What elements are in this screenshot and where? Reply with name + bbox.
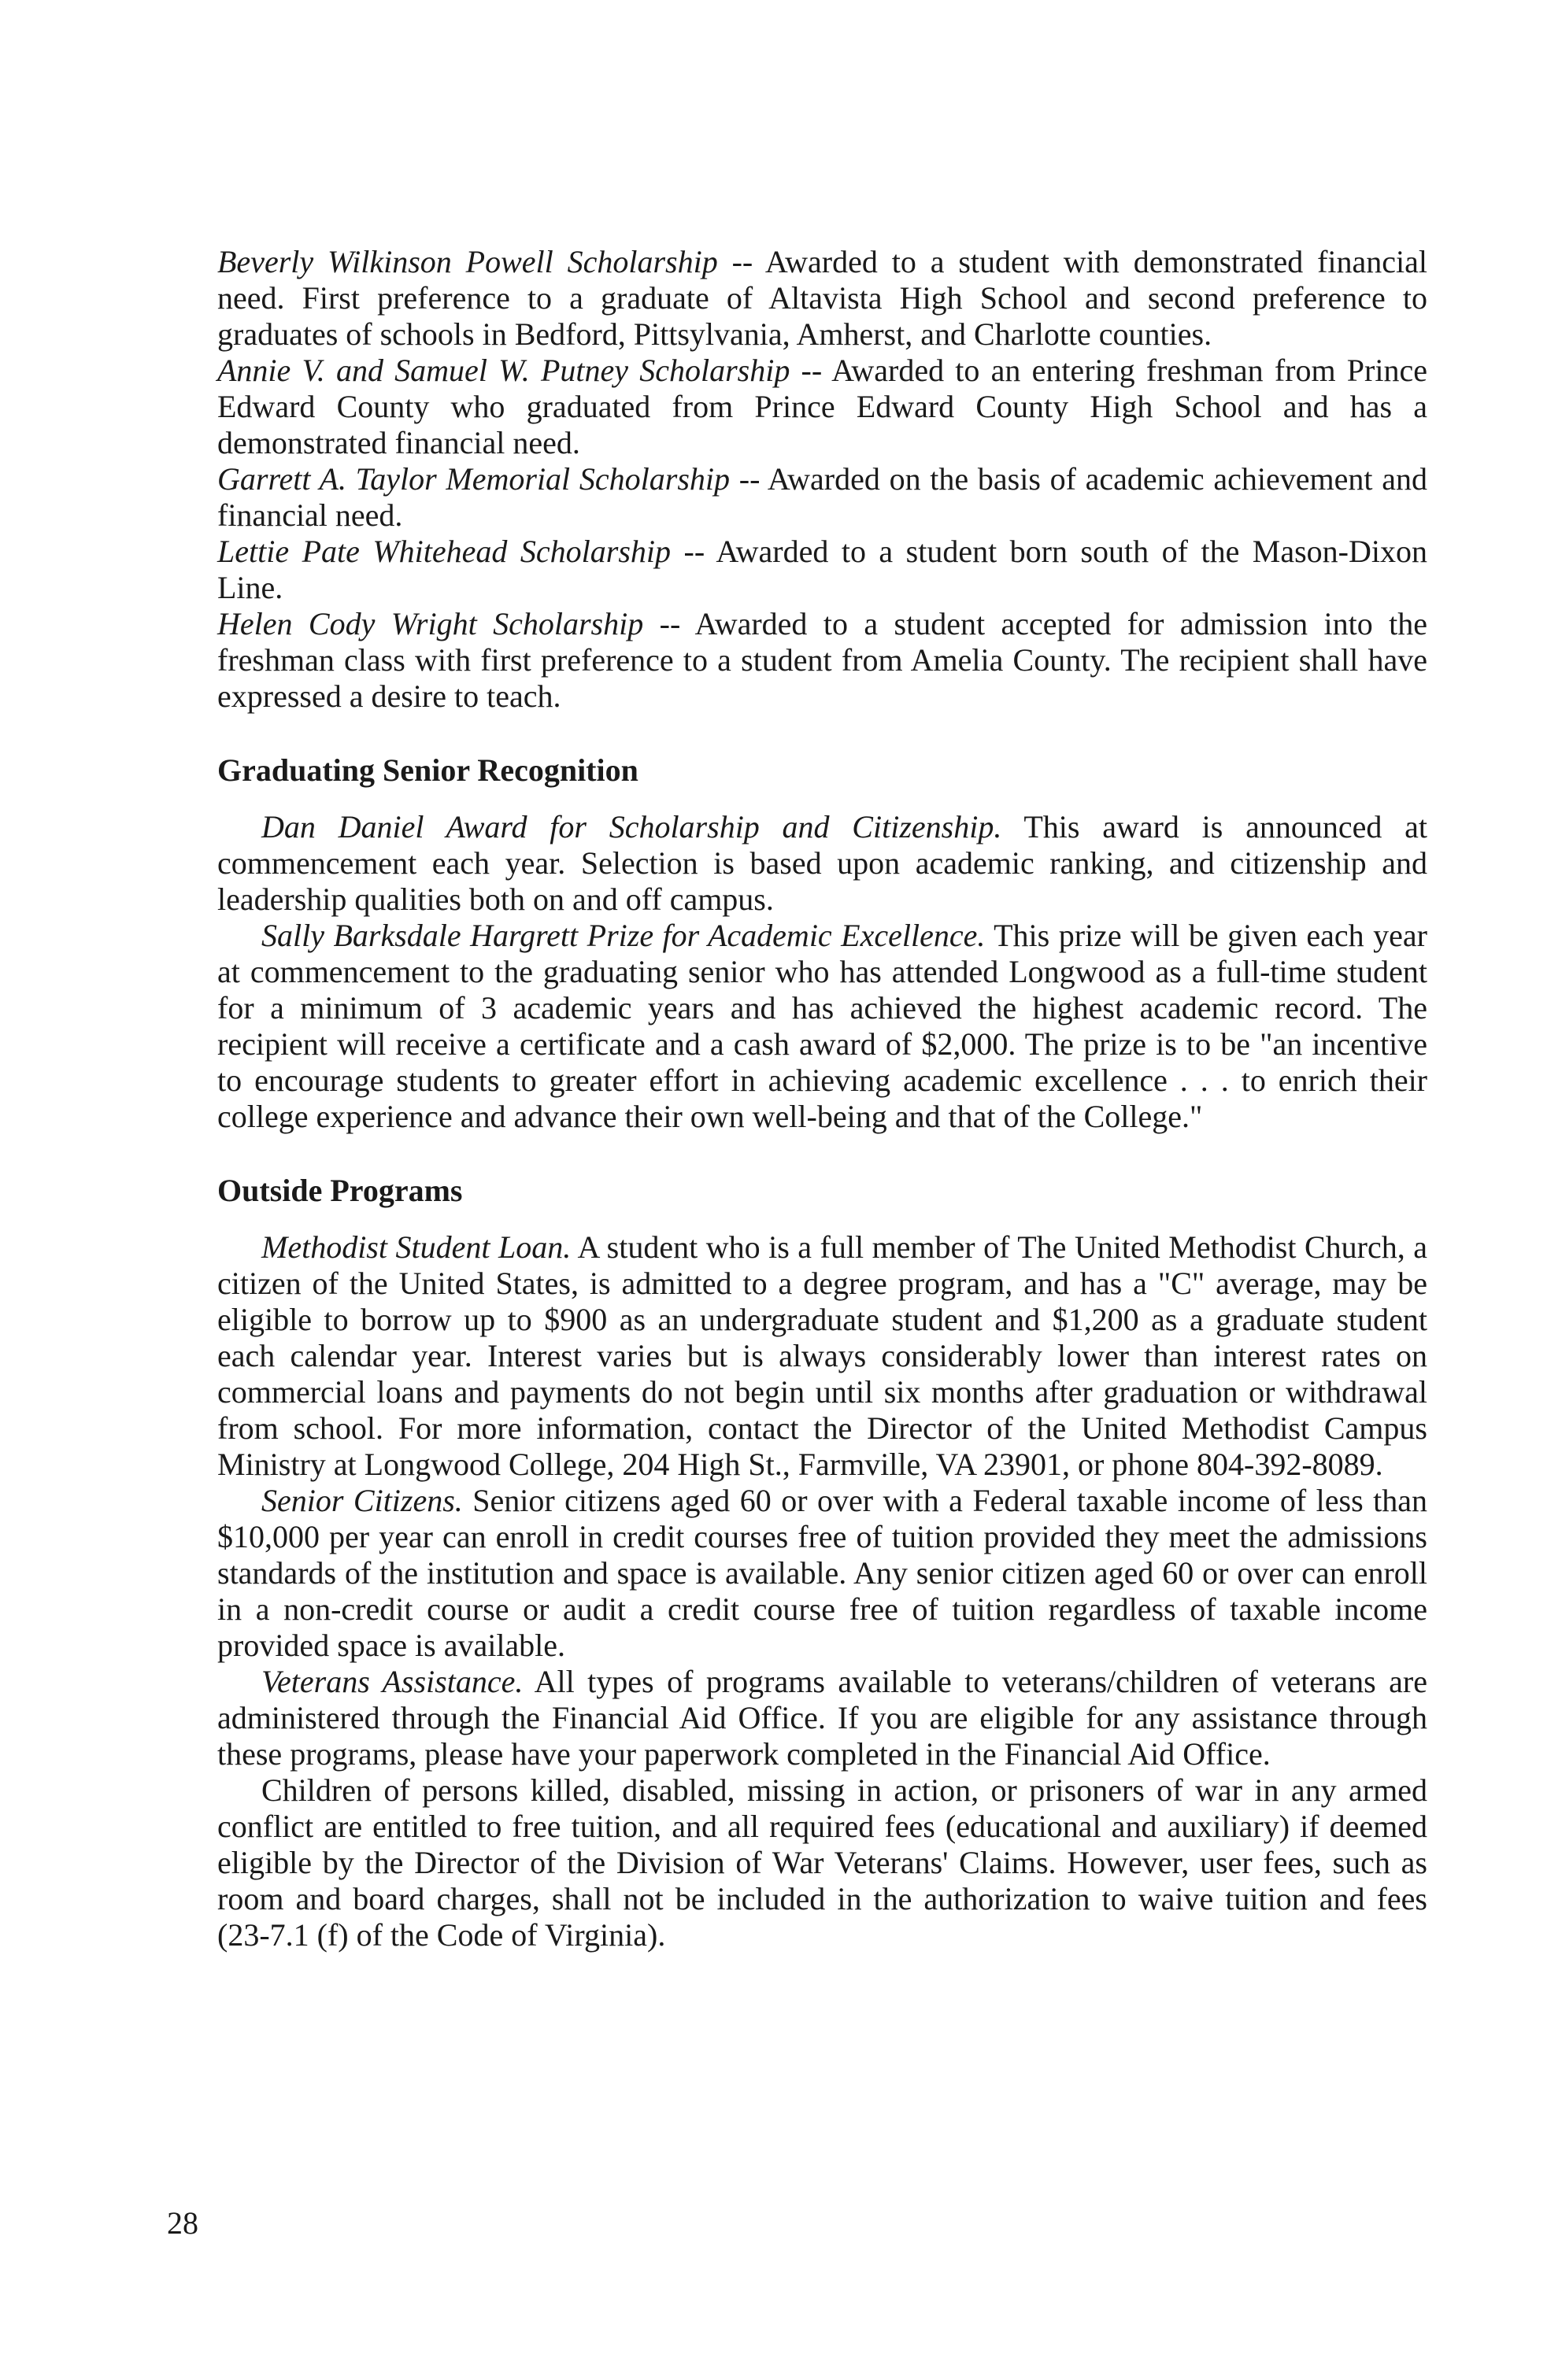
award-entry bbox=[217, 809, 1427, 918]
award-entry bbox=[217, 918, 1427, 1135]
scholarship-title: Lettie Pate Whitehead Scholarship bbox=[217, 534, 672, 569]
scholarship-entry bbox=[217, 534, 1427, 606]
section-heading-outside: Outside Programs bbox=[217, 1173, 463, 1208]
scholarship-description: -- Awarded to a student with demonstrated financial need. First preference to a graduate of Altavista High School and second preference to graduates of schools in Bedford, Pittsylvania, Amherst, and Charlotte counties. bbox=[217, 244, 1428, 352]
program-entry bbox=[217, 1664, 1427, 1772]
program-title: Methodist Student Loan. bbox=[261, 1229, 572, 1265]
scholarship-description: -- Awarded on the basis of academic achievement and financial need. bbox=[217, 461, 1427, 533]
program-description: A student who is a full member of The United Methodist Church, a citizen of the United States, is admitted to a degree program, and has a "C" average, may be eligible to borrow up to $900 as an undergraduate student and $1,200 as a graduate student each calendar year. Interest varies but is always considerably lower than interest rates on commercial loans and payments do not begin until six months after graduation or withdrawal from school. For more information, contact the Director of the United Methodist Campus Ministry at Longwood College, 204 High St., Farmville, VA 23901, or phone 804-392-8089. bbox=[217, 1229, 1427, 1482]
scholarship-description: -- Awarded to a student born south of the Mason-Dixon Line. bbox=[217, 534, 1428, 605]
scholarship-entry bbox=[217, 606, 1427, 715]
program-entry bbox=[217, 1229, 1427, 1483]
scholarship-title: Garrett A. Taylor Memorial Scholarship bbox=[217, 461, 731, 497]
award-description: This award is announced at commencement each year. Selection is based upon academic ranking, and citizenship and leadership qualities both on and off campus. bbox=[217, 809, 1427, 917]
section-spacer bbox=[217, 715, 1427, 752]
closing-paragraph: Children of persons killed, disabled, missing in action, or prisoners of war in any armed conflict are entitled to free tuition, and all required fees (educational and auxiliary) if deemed eligible by the Director of the Division of War Veterans' Claims. However, user fees, such as room and board charges, shall not be included in the authorization to waive tuition and fees (23-7.1 (f) of the Code of Virginia). bbox=[217, 1772, 1427, 1953]
page-number: 28 bbox=[167, 2205, 198, 2241]
program-description: All types of programs available to veterans/children of veterans are administered through the Financial Aid Office. If you are eligible for any assistance through these programs, please have your paperwork completed in the Financial Aid Office. bbox=[217, 1664, 1427, 1772]
program-description: Senior citizens aged 60 or over with a Federal taxable income of less than $10,000 per year can enroll in credit courses free of tuition provided they meet the admissions standards of the institution and space is available. Any senior citizen aged 60 or over can enroll in a non-credit course or audit a credit course free of tuition regardless of taxable income provided space is available. bbox=[217, 1483, 1427, 1663]
scholarship-title: Annie V. and Samuel W. Putney Scholarship bbox=[217, 353, 790, 388]
scholarship-title: Beverly Wilkinson Powell Scholarship bbox=[217, 244, 718, 279]
scholarship-entry bbox=[217, 244, 1427, 353]
heading-spacer bbox=[217, 789, 1427, 809]
award-description: This prize will be given each year at commencement to the graduating senior who has attended Longwood as a full-time student for a minimum of 3 academic years and has achieved the highest academic record. The recipient will receive a certificate and a cash award of $2,000. The prize is to be "an incentive to encourage students to greater effort in achieving academic excellence . . . to enrich their college experience and advance their own well-being and that of the College." bbox=[217, 918, 1427, 1134]
scholarship-title: Helen Cody Wright Scholarship bbox=[217, 606, 644, 641]
award-title: Dan Daniel Award for Scholarship and Citizenship. bbox=[261, 809, 1002, 844]
section-spacer bbox=[217, 1135, 1427, 1173]
text-column bbox=[217, 244, 1427, 1953]
scholarship-description: -- Awarded to an entering freshman from Prince Edward County who graduated from Prince Edward County High School and has a demonstrated financial need. bbox=[217, 353, 1427, 460]
section-heading-graduating: Graduating Senior Recognition bbox=[217, 752, 638, 788]
program-entry bbox=[217, 1483, 1427, 1664]
heading-spacer bbox=[217, 1209, 1427, 1229]
scholarship-entry bbox=[217, 353, 1427, 461]
scholarship-entry bbox=[217, 461, 1427, 534]
scholarship-description: -- Awarded to a student accepted for admission into the freshman class with first preference to a student from Amelia County. The recipient shall have expressed a desire to teach. bbox=[217, 606, 1427, 714]
award-title: Sally Barksdale Hargrett Prize for Academic Excellence. bbox=[261, 918, 986, 953]
program-title: Veterans Assistance. bbox=[261, 1664, 524, 1699]
program-title: Senior Citizens. bbox=[261, 1483, 463, 1518]
